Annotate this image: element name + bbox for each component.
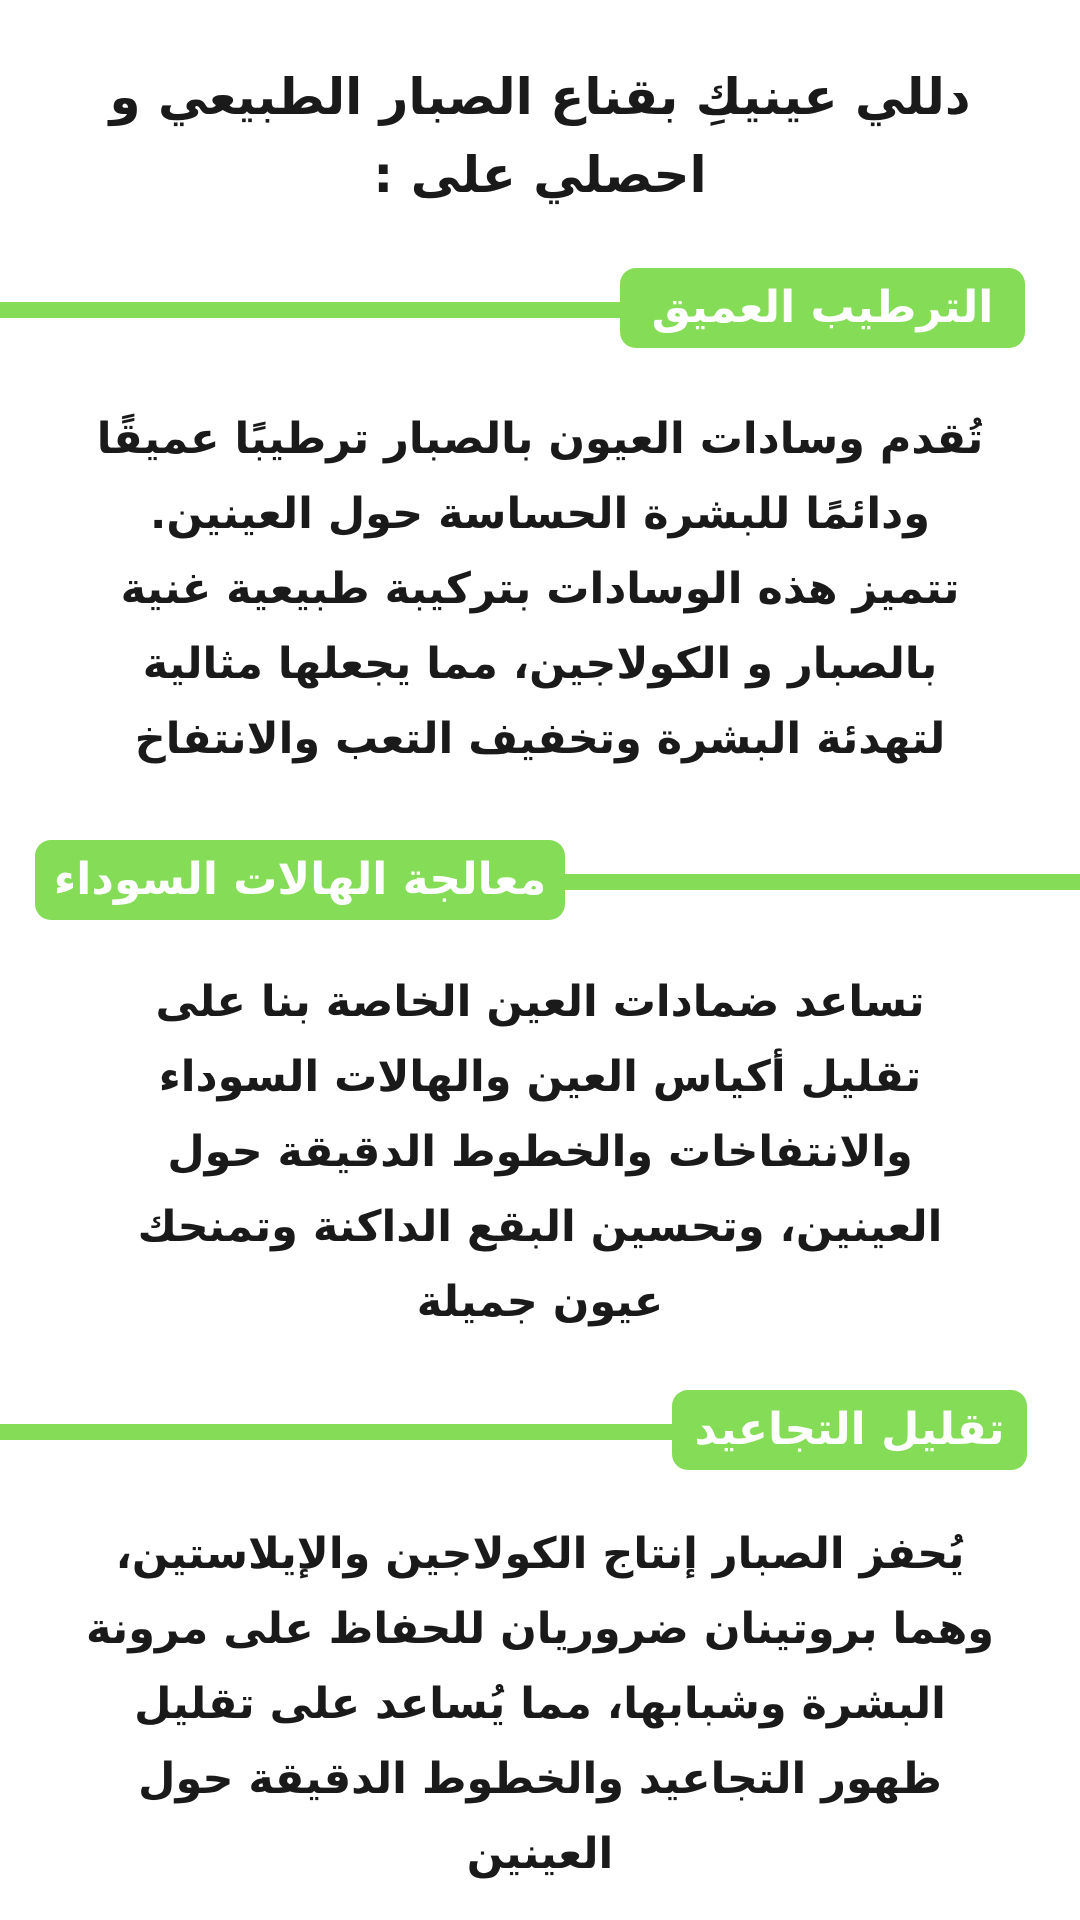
body-line: ودائمًا للبشرة الحساسة حول العينين. (150, 489, 930, 539)
body-line: بالصبار و الكولاجين، مما يجعلها مثالية (142, 639, 938, 689)
body-line: ظهور التجاعيد والخطوط الدقيقة حول (138, 1754, 942, 1804)
body-line: تساعد ضمادات العين الخاصة بنا على (155, 977, 925, 1027)
intro-title (60, 58, 1020, 214)
body-line: العينين، وتحسين البقع الداكنة وتمنحك (137, 1202, 943, 1252)
body-line: لتهدئة البشرة وتخفيف التعب والانتفاخ (134, 714, 946, 764)
body-line: والانتفاخات والخطوط الدقيقة حول (167, 1127, 913, 1177)
section-body-text (40, 1517, 1040, 1892)
body-line: وهما بروتينان ضروريان للحفاظ على مرونة (85, 1604, 995, 1654)
section-divider-bar (540, 874, 1080, 890)
body-line: تقليل أكياس العين والهالات السوداء (158, 1052, 922, 1102)
body-line: البشرة وشبابها، مما يُساعد على تقليل (134, 1679, 946, 1729)
section-body-text (40, 402, 1040, 777)
body-line: عيون جميلة (416, 1277, 664, 1327)
body-line: يُحفز الصبار إنتاج الكولاجين والإيلاستين، (115, 1529, 965, 1579)
section-divider-bar (0, 302, 640, 318)
section-heading-badge: تقليل التجاعيد (672, 1390, 1027, 1470)
section-body-text (40, 965, 1040, 1340)
intro-title-line: دللي عينيكِ بقناع الصبار الطبيعي و (109, 68, 971, 126)
section-divider-bar (0, 1424, 690, 1440)
section-heading-badge: الترطيب العميق (620, 268, 1025, 348)
section-heading-badge: معالجة الهالات السوداء (35, 840, 565, 920)
body-line: تتميز هذه الوسادات بتركيبة طبيعية غنية (120, 564, 960, 614)
body-line: العينين (466, 1829, 614, 1879)
intro-title-line: احصلي على : (373, 146, 707, 204)
body-line: تُقدم وسادات العيون بالصبار ترطيبًا عميقًا (96, 414, 984, 464)
